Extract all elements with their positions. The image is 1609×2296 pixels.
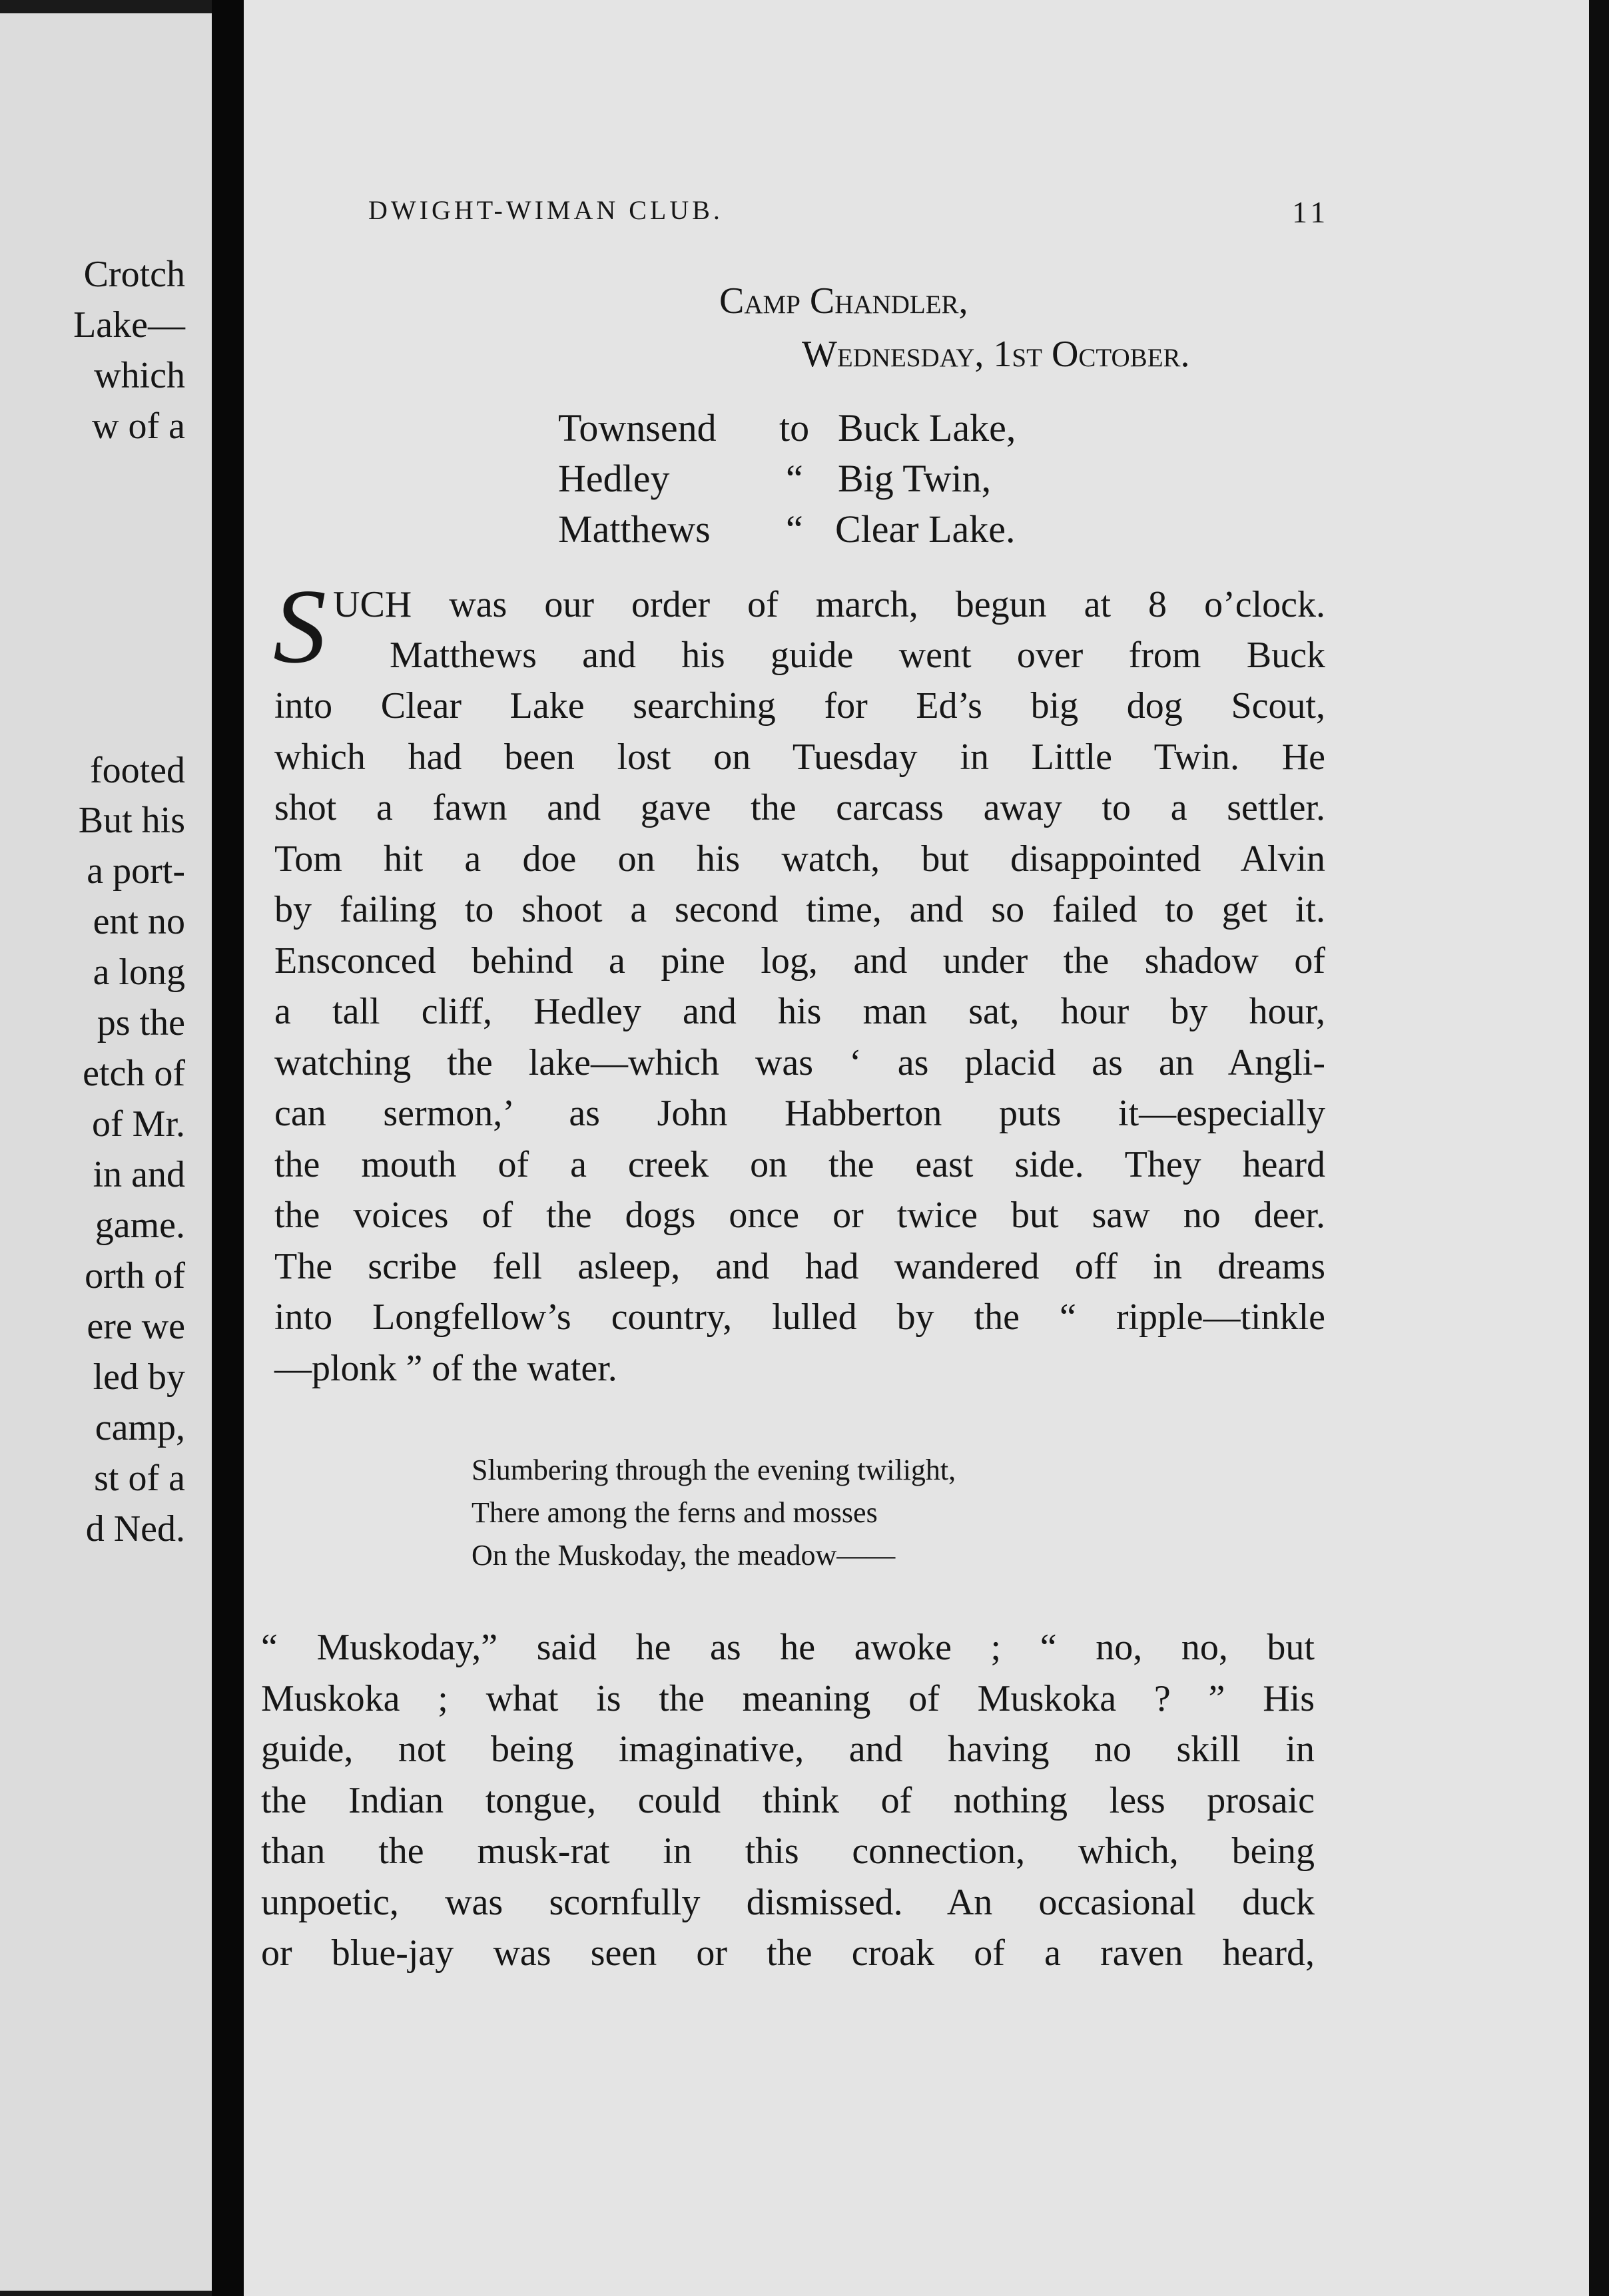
text-line: than the musk-rat in this connection, which, being [261, 1831, 1315, 1872]
prev-line: ps the [97, 1002, 185, 1043]
verse-line: There among the ferns and mosses [472, 1496, 878, 1529]
prev-line: of Mr. [92, 1103, 185, 1145]
prev-line: in and [93, 1154, 185, 1195]
prev-line: ere we [87, 1306, 185, 1347]
text-line: watching the lake—which was ‘ as placid as an Angli- [274, 1041, 1325, 1083]
text-line: unpoetic, was scornfully dismissed. An occasional duck [261, 1881, 1315, 1923]
verse-line: Slumbering through the evening twilight, [472, 1454, 956, 1486]
destination: Clear Lake. [835, 507, 1016, 551]
prev-line: a port- [87, 850, 185, 892]
ditto-mark: “ [786, 507, 803, 551]
text-line: The scribe fell asleep, and had wandered off in dreams [274, 1245, 1325, 1287]
prev-line: st of a [94, 1458, 185, 1499]
prev-line: which [94, 355, 185, 396]
hunter-name: Townsend [558, 406, 717, 449]
text-line: Ensconced behind a pine log, and under the shadow of [274, 940, 1325, 982]
paragraph-1-body [274, 681, 1325, 1394]
text-line: the voices of the dogs once or twice but saw no deer. [274, 1195, 1325, 1236]
destination: Big Twin, [838, 457, 992, 500]
text-line: into Clear Lake searching for Ed’s big dog Scout, [274, 685, 1325, 726]
text-line: a tall cliff, Hedley and his man sat, hour by hour, [274, 991, 1325, 1032]
page-edge-shadow [1589, 0, 1609, 2296]
order-row [558, 453, 1016, 504]
hunter-name: Hedley [558, 457, 670, 500]
verse-quotation [472, 1449, 956, 1577]
text-line: Muskoka ; what is the meaning of Muskoka ? ” His [261, 1677, 1315, 1719]
text-line: can sermon,’ as John Habberton puts it—especially [274, 1093, 1325, 1134]
text-line: the Indian tongue, could think of nothing less prosaic [261, 1779, 1315, 1821]
prev-line: w of a [92, 406, 185, 447]
prev-line: a long [93, 952, 185, 993]
prev-line: d Ned. [85, 1508, 185, 1550]
text-line: which had been lost on Tuesday in Little Twin. He [274, 736, 1325, 778]
paragraph-2 [261, 1622, 1315, 1979]
text-line: shot a fawn and gave the carcass away to a settler. [274, 787, 1325, 828]
paragraph-1-second-line [390, 630, 1325, 681]
prev-line: ent no [93, 901, 185, 942]
dateline-camp: Camp Chandler, [719, 280, 968, 322]
prev-line: Lake— [73, 304, 185, 346]
text-line: into Longfellow’s country, lulled by the “ ripple—tinkle [274, 1296, 1325, 1338]
dateline-day: Wednesday, 1st October. [802, 334, 1190, 375]
text-line: Matthews and his guide went over from Buck [390, 635, 1325, 676]
order-of-march [558, 403, 1016, 555]
text-line: UCH was our order of march, begun at 8 o’clock. [333, 584, 1325, 625]
paragraph-1-first-line [333, 579, 1325, 631]
text-line: by failing to shoot a second time, and so failed to get it. [274, 889, 1325, 930]
hunter-name: Matthews [558, 507, 711, 551]
drop-cap: S [273, 567, 326, 685]
prev-line: camp, [95, 1407, 185, 1448]
running-header: DWIGHT-WIMAN CLUB. [368, 195, 723, 225]
prev-line: led by [93, 1356, 185, 1398]
text-line: the mouth of a creek on the east side. They heard [274, 1143, 1325, 1185]
prev-line: Crotch [83, 254, 185, 295]
destination: Buck Lake, [838, 406, 1016, 449]
book-gutter [212, 0, 244, 2296]
text-line: Tom hit a doe on his watch, but disappointed Alvin [274, 838, 1325, 880]
prev-line: etch of [83, 1053, 185, 1094]
prev-line: orth of [85, 1255, 185, 1296]
text-line: —plonk ” of the water. [274, 1347, 617, 1389]
order-connector: to [779, 406, 810, 449]
prev-line: But his [78, 800, 185, 841]
prev-line: game. [95, 1205, 185, 1246]
previous-page-edge [0, 13, 212, 2291]
order-row [558, 403, 1016, 453]
text-line: “ Muskoday,” said he as he awoke ; “ no, no, but [261, 1627, 1315, 1668]
page-number: 11 [1292, 195, 1330, 229]
prev-line: footed [89, 750, 185, 791]
verse-line: On the Muskoday, the meadow—— [472, 1539, 896, 1572]
order-row [558, 504, 1016, 555]
text-line: guide, not being imaginative, and having no skill in [261, 1729, 1315, 1770]
ditto-mark: “ [786, 457, 803, 500]
text-line: or blue-jay was seen or the croak of a raven heard, [261, 1932, 1315, 1974]
